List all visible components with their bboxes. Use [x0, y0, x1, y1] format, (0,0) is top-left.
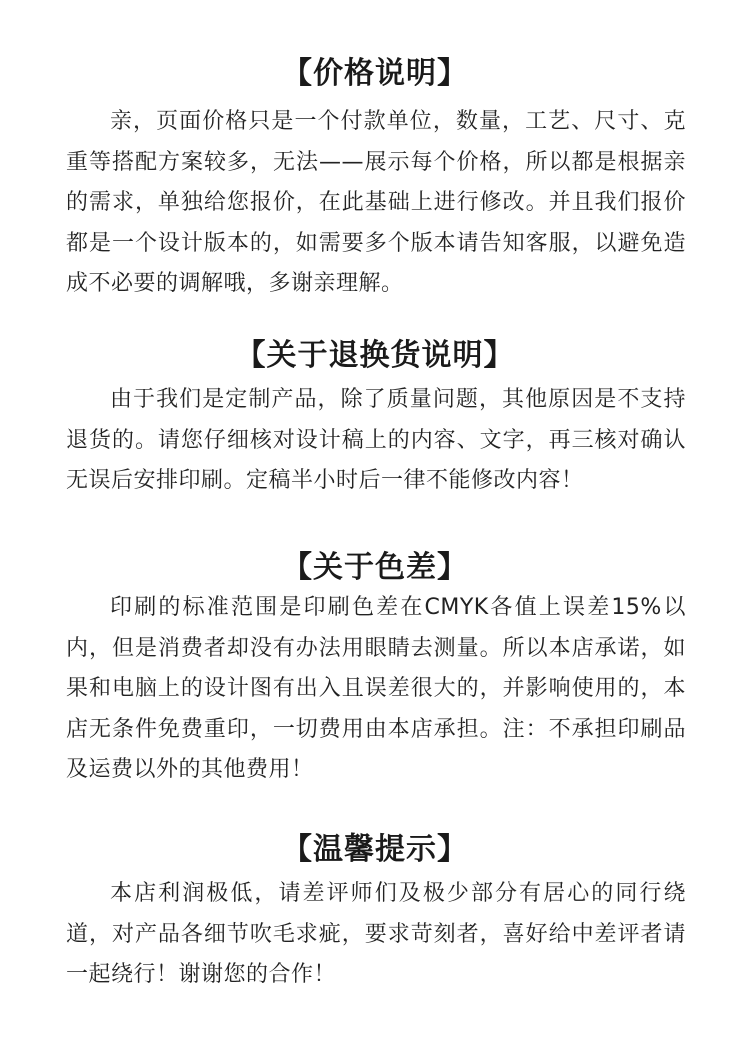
section-body: 本店利润极低，请差评师们及极少部分有居心的同行绕道，对产品各细节吹毛求疵，要求苛刻者，喜好给中差评者请一起绕行！谢谢您的合作！ [66, 881, 686, 987]
section-color-difference [0, 550, 750, 791]
section-return-policy [0, 338, 750, 502]
section-body: 亲，页面价格只是一个付款单位，数量，工艺、尺寸、克重等搭配方案较多，无法——展示每个价格，所以都是根据亲的需求，单独给您报价，在此基础上进行修改。并且我们报价都是一个设计版本的，如需要多个版本请告知客服，以避免造成不必要的调解哦，多谢亲理解。 [66, 109, 686, 296]
section-title: 【温馨提示】 [282, 832, 468, 867]
section-body: 由于我们是定制产品，除了质量问题，其他原因是不支持退货的。请您仔细核对设计稿上的内容、文字，再三核对确认无误后安排印刷。定稿半小时后一律不能修改内容！ [66, 387, 686, 493]
section-title: 【关于色差】 [282, 550, 468, 585]
section-title: 【价格说明】 [282, 56, 468, 91]
section-warm-reminder [0, 832, 750, 996]
section-body: 印刷的标准范围是印刷色差在CMYK各值上误差15%以内，但是消费者却没有办法用眼睛去测量。所以本店承诺，如果和电脑上的设计图有出入且误差很大的，并影响使用的，本店无条件免费重印，一切费用由本店承担。注：不承担印刷品及运费以外的其他费用！ [66, 595, 686, 782]
section-price-explanation [0, 56, 750, 305]
section-title: 【关于退换货说明】 [235, 338, 515, 373]
